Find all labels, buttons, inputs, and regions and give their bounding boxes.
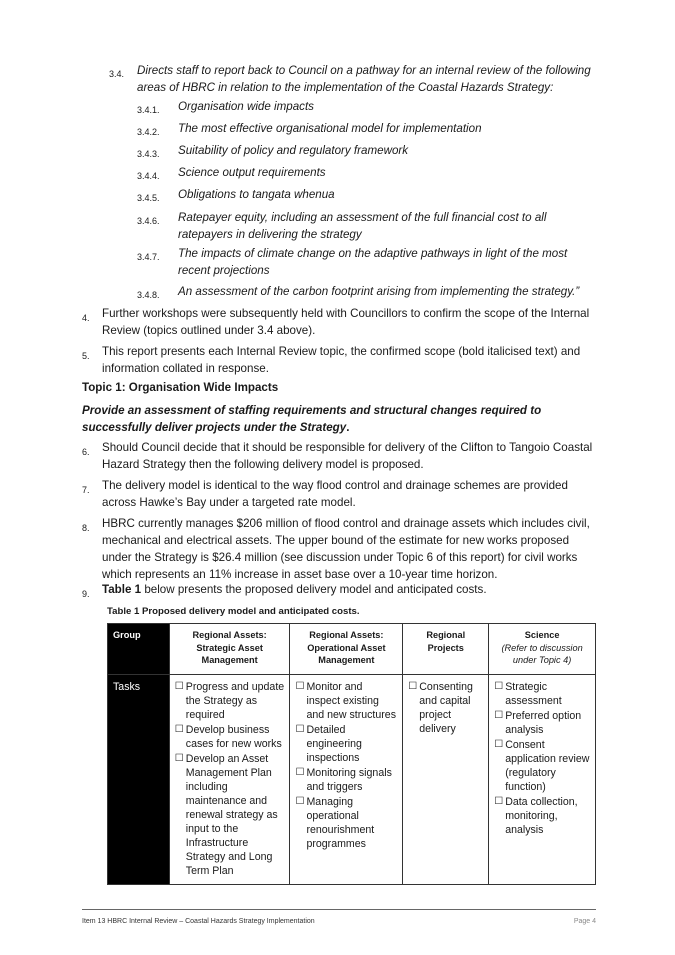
checkbox-icon: ☐ [494,739,504,750]
task-text: Develop business cases for new works [185,724,282,750]
checkbox-icon: ☐ [174,724,184,735]
sub-clause-text: Suitability of policy and regulatory framework [178,144,409,157]
sub-clause-text: Organisation wide impacts [178,100,314,113]
header-science-title: Science [524,630,560,640]
sub-clause-text: Science output requirements [178,166,326,179]
header-science-note: (Refer to discussion under Topic 4) [501,642,583,665]
task-text: Develop an Asset Management Plan including maintenance and renewal strategy as input to the Infrastructure Strategy and Long Term Plan [185,753,278,877]
header-strategic: Regional Assets: Strategic Asset Management [169,624,290,675]
list-item [494,709,590,737]
sub-clause-text: The impacts of climate change on the adaptive pathways in light of the most recent projections [178,247,568,277]
paragraph-text: Further workshops were subsequently held with Councillors to confirm the scope of the Internal Review (topics outlined under 3.4 above). [102,307,590,337]
task-text: Monitor and inspect existing and new structures [306,681,396,721]
paragraph-text [102,581,597,598]
task-text: Progress and update the Strategy as required [185,681,285,721]
sub-clause-number: 3.4.5. [137,193,160,203]
checkbox-icon: ☐ [174,753,184,764]
projects-cell [403,675,489,885]
checkbox-icon: ☐ [295,681,305,692]
delivery-model-table [107,623,596,885]
paragraph-number: 6. [82,447,90,457]
list-item [295,795,397,851]
task-text: Consent application review (regulatory function) [505,739,590,793]
strategic-cell [169,675,290,885]
task-text: Managing operational renourishment programmes [306,796,375,850]
sub-clause-text: The most effective organisational model for implementation [178,122,482,135]
topic-heading: Topic 1: Organisation Wide Impacts [82,381,279,394]
paragraph-text: Should Council decide that it should be responsible for delivery of the Clifton to Tangoio Coastal Hazard Strategy then the following delivery model is proposed. [102,441,593,471]
table-reference: Table 1 [102,583,142,596]
list-item [295,766,397,794]
footer-title: Item 13 HBRC Internal Review – Coastal Hazards Strategy Implementation [82,918,315,925]
list-item [175,752,285,878]
sub-clause-number: 3.4.3. [137,149,160,159]
task-text: Detailed engineering inspections [306,724,362,764]
task-text: Strategic assessment [505,681,562,707]
sub-clause-text: An assessment of the carbon footprint arising from implementing the strategy.” [178,285,580,298]
checkbox-icon: ☐ [494,796,504,807]
task-text: Preferred option analysis [505,710,582,736]
task-text: Monitoring signals and triggers [306,767,392,793]
header-operational: Regional Assets: Operational Asset Management [290,624,403,675]
clause-text: Directs staff to report back to Council on a pathway for an internal review of the following areas of HBRC in relation to the implementation of the Coastal Hazards Strategy: [137,64,591,94]
science-cell [489,675,596,885]
sub-clause-number: 3.4.6. [137,216,160,226]
task-text: Consenting and capital project delivery [419,681,473,735]
checkbox-icon: ☐ [494,681,504,692]
page-number: Page 4 [573,918,596,925]
checkbox-icon: ☐ [295,724,305,735]
sub-clause-text: Ratepayer equity, including an assessment of the full financial cost to all ratepayers in delivering the strategy [178,211,547,241]
header-projects: Regional Projects [403,624,489,675]
topic-scope-end: . [346,421,350,434]
header-group: Group [108,624,170,675]
checkbox-icon: ☐ [295,796,305,807]
table-header-row [108,624,596,675]
list-item [494,738,590,794]
paragraph-number: 8. [82,523,90,533]
paragraph-number: 5. [82,351,90,361]
operational-cell [290,675,403,885]
list-item [408,680,483,736]
table-caption: Table 1 Proposed delivery model and anticipated costs. [107,606,360,617]
sub-clause-number: 3.4.1. [137,105,160,115]
page-footer [82,909,596,930]
sub-clause-number: 3.4.4. [137,171,160,181]
topic-scope [82,402,592,436]
task-text: Data collection, monitoring, analysis [505,796,578,836]
list-item [175,723,285,751]
paragraph-number: 7. [82,485,90,495]
sub-clause-text: Obligations to tangata whenua [178,188,335,201]
sub-clause-number: 3.4.7. [137,252,160,262]
list-item [494,795,590,837]
paragraph-text-rest: below presents the proposed delivery model and anticipated costs. [141,583,487,596]
list-item [295,680,397,722]
topic-scope-text: Provide an assessment of staffing requirements and structural changes required to successfully deliver projects under the Strategy [82,404,542,434]
checkbox-icon: ☐ [174,681,184,692]
sub-clause-number: 3.4.2. [137,127,160,137]
list-item [494,680,590,708]
list-item [295,723,397,765]
sub-clause-number: 3.4.8. [137,290,160,300]
checkbox-icon: ☐ [408,681,418,692]
row-label: Tasks [108,675,170,885]
checkbox-icon: ☐ [295,767,305,778]
header-science [489,624,596,675]
list-item [175,680,285,722]
paragraph-text: This report presents each Internal Review topic, the confirmed scope (bold italicised text) and information collated in response. [102,345,581,375]
clause-number: 3.4. [109,69,125,79]
checkbox-icon: ☐ [494,710,504,721]
paragraph-text: The delivery model is identical to the way flood control and drainage schemes are provided across Hawke’s Bay under a targeted rate model. [102,479,568,509]
table-row [108,675,596,885]
paragraph-number: 4. [82,313,90,323]
paragraph-text: HBRC currently manages $206 million of flood control and drainage assets which includes civil, mechanical and electrical assets. The upper bound of the estimate for new works proposed under the Strategy is $26.4 million (see discussion under Topic 6 of this report) for civil works which represents an 11% increase in asset base over a 10-year time horizon. [102,517,590,581]
paragraph-number: 9. [82,589,90,599]
